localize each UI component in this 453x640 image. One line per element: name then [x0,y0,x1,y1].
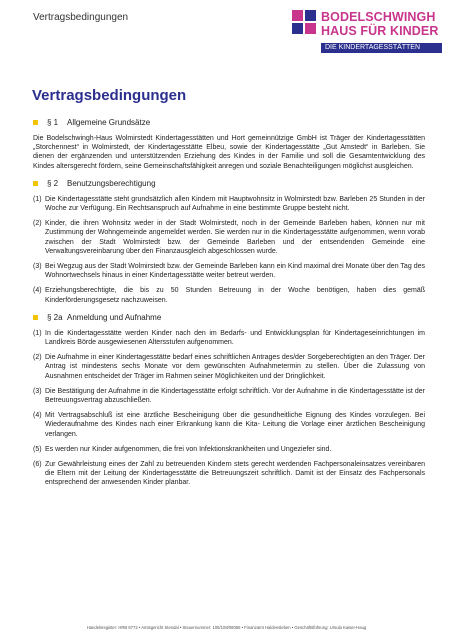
section-heading [33,179,425,188]
bullet-square-icon [33,315,38,320]
logo-line2: HAUS FÜR KINDER [321,24,439,38]
section-title: Allgemeine Grundsätze [67,118,151,127]
list-item [33,411,425,439]
section-title: Anmeldung und Aufnahme [67,312,162,322]
logo-mark-icon [292,10,317,34]
logo-subline: DIE KINDERTAGESSTÄTTEN [321,43,442,53]
organization-logo [292,8,442,52]
logo-line1: BODELSCHWINGH [321,10,436,24]
item-number: (5) [33,445,42,453]
list-item [33,195,425,213]
item-text: Es werden nur Kinder aufgenommen, die frei von Infektionskrankheiten und Ungeziefer sind. [45,445,332,453]
list-item [33,460,425,488]
item-number: (4) [33,287,42,295]
list-item [33,219,425,256]
item-text: Zur Gewährleistung eines der Zahl zu betreuenden Kindern stets gerecht werdenden Fachpersonaleinsatzes vereinbaren die Eltern mit der Leitung der Kindertagesstätte die Betreuungszeit schriftlich. Damit ist der Einsatz des Fachpersonals entsprechend der anwesenden Kinder planbar. [45,461,425,487]
item-number: (3) [33,387,42,395]
section-number: § 1 [47,118,59,127]
item-text: In die Kindertagesstätte werden Kinder nach den im Bedarfs- und Entwicklungsplan für Kindertageseinrichtungen im Landkreis Börde ausgewiesenen Altersstufen aufgenommen. [45,329,425,347]
item-text: Erziehungsberechtigte, die bis zu 50 Stunden Betreuung in der Woche benötigen, haben dies gemäß Kinderförderungsgesetz nachzuweisen. [45,287,425,304]
header-document-label: Vertragsbedingungen [33,12,129,23]
section-paragraph: Die Bodelschwingh-Haus Wolmirstedt Kindertagesstätten und Hort gemeinnützige GmbH ist Träger der Kindertagesstätten „Storchennest“ in Wolmirstedt, der Kindertagesstätte Elbeu, sowie der Kindertagesstätte „Gut Amstedt“ in Barleben. Sie dienen der ergänzenden und unterstützenden Erziehung des Kindes in der Familie und soll die Gesamtentwicklung des Kindes altersgerecht fördern, seine Gemeinschaftsfähigkeit anregen und soziale Benachteiligungen möglichst ausgleichen. [33,135,425,170]
bullet-square-icon [33,120,38,125]
list-item [33,286,425,304]
item-text: Kinder, die ihren Wohnsitz weder in der Stadt Wolmirstedt, noch in der Gemeinde Barleben haben, können nur mit Zustimmung der Wohngemeinde angemeldet werden. Sie werden nur in die Kindertagesstätte aufgenommen, wenn vorab zwischen der Stadt Wolmirstedt bzw. der Gemeinde Barleben und der entsendenden Gemeinde eine Verwaltungsvereinbarung über den Finanzausgleich abgeschlossen wurde. [45,220,425,255]
section-title: Benutzungsberechtigung [67,178,156,188]
item-text: Bei Wegzug aus der Stadt Wolmirstedt bzw. der Gemeinde Barleben kann ein Kind maximal drei Monate über den Tag des Wohnortwechsels hinaus in einer Kindertagesstätte weiter betreut werden. [45,263,425,280]
page-title: Vertragsbedingungen [32,87,187,104]
list-item [33,445,425,454]
list-item [33,262,425,280]
item-number: (2) [33,354,42,362]
list-item [33,353,425,381]
section-heading [33,313,425,322]
list-item [33,387,425,405]
item-text: Die Kindertagesstätte steht grundsätzlich allen Kindern mit Hauptwohnsitz in Wolmirstedt bzw. Barleben 25 Stunden in der Woche zur Verfügung. Ein Rechtsanspruch auf Aufnahme in eine bestimmte Gruppe besteht nicht. [45,195,425,213]
list-item [33,329,425,347]
bullet-square-icon [33,181,38,186]
item-text: Mit Vertragsabschluß ist eine ärztliche Bescheinigung über die gesundheitliche Eignung des Kindes vorzulegen. Bei Wiederaufnahme des Kindes nach einer Erkrankung kann die Kita- Leitung die Vorlage einer ärztlichen Bescheinigung verlangen. [45,412,425,438]
item-number: (2) [33,220,42,228]
item-number: (1) [33,195,42,203]
section-heading [33,118,425,127]
item-text: Die Bestätigung der Aufnahme in die Kindertagesstätte erfolgt schriftlich. Vor der Aufnahme in die Kindertagesstätte ist der Betreuungsvertrag abzuschließen. [45,387,425,405]
page-footer: Handelsregister: HRB 6772 • Amtsgericht Stendal • Steuernummer: 105/108/08055 • Finanzamt Haldensleben • Geschäftsführung: Ursula Kaiser-Haug [86,625,367,630]
item-number: (1) [33,329,42,337]
section-number: § 2a [47,312,63,322]
document-body [33,110,425,494]
section-number: § 2 [47,178,59,188]
item-number: (4) [33,412,42,420]
item-number: (6) [33,461,42,469]
item-number: (3) [33,263,42,271]
item-text: Die Aufnahme in einer Kindertagesstätte bedarf eines schriftlichen Antrages des/der Sorgeberechtigten an den Träger. Der Antrag ist mindestens sechs Monate vor dem gewünschten Aufnahmetermin zu stellen. Über die Zulassung von Ausnahmen entscheidet der Träger im Rahmen seiner Möglichkeiten und der Dringlichkeit. [45,354,425,380]
